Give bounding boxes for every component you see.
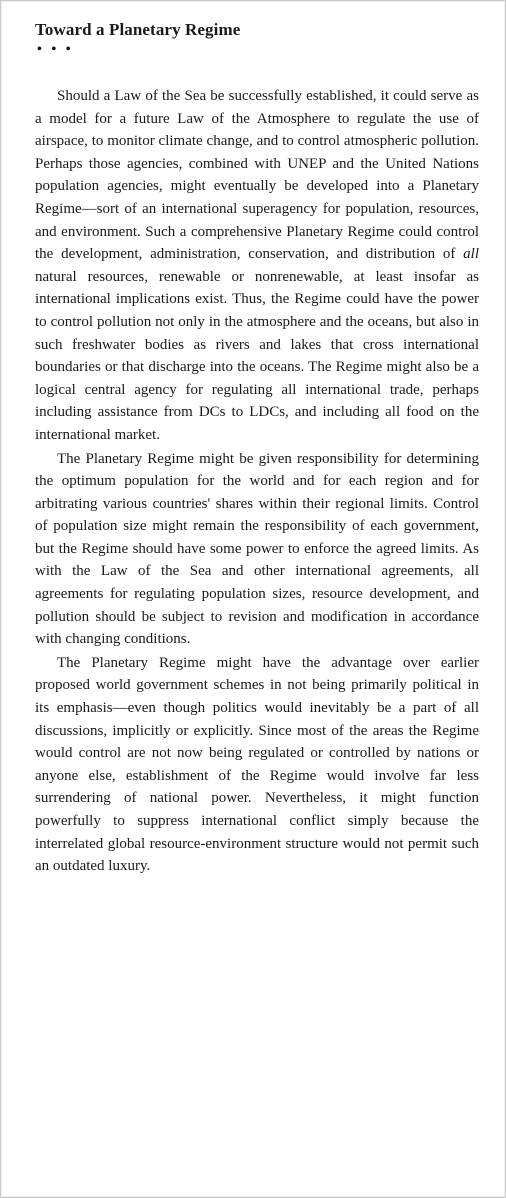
paragraph-2: The Planetary Regime might be given responsibility for determining the optimum population for the world and for each region and for arbitrating various countries' shares within their regional limits. Control of population size might remain the responsibility of each government, but the Regime should have some power to enforce the agreed limits. As with the Law of the Sea and other international agreements, all agreements for regulating population sizes, resource development, and pollution should be subject to revision and modification in accordance with changing conditions. [35, 450, 479, 648]
paragraph-1-text-start: Should a Law of the Sea be successfully established, it could serve as a model for a future Law of the Atmosphere to regulate the use of airspace, to monitor climate change, and to control atmospheric pollution. Perhaps those agencies, combined with UNEP and the United Nations population agencies, might eventually be developed into a Planetary Regime—sort of an international superagency for population, resources, and environment. Such a comprehensive Planetary Regime could control the development, administration, conservation, and distribution of [35, 88, 479, 263]
paragraph-1 [35, 85, 479, 447]
paragraph-1-text-end: natural resources, renewable or nonrenewable, at least insofar as international implications exist. Thus, the Regime could have the power to control pollution not only in the atmosphere and the oceans, but also in such freshwater bodies as rivers and lakes that cross international boundaries or that discharge into the oceans. The Regime might also be a logical central agency for regulating all international trade, perhaps including assistance from DCs to LDCs, and including all food on the international market. [35, 268, 479, 443]
section-heading: Toward a Planetary Regime [35, 20, 241, 39]
ellipsis-separator: • • • [37, 42, 74, 57]
paragraph-3: The Planetary Regime might have the advantage over earlier proposed world government schemes in not being primarily political in its emphasis—even though politics would inevitably be a part of all discussions, implicitly or explicitly. Since most of the areas the Regime would control are not now being regulated or controlled by nations or anyone else, establishment of the Regime would involve far less surrendering of national power. Nevertheless, it might function powerfully to suppress international conflict simply because the interrelated global resource-environment structure would not permit such an outdated luxury. [35, 654, 479, 875]
paragraph-1-emphasis: all [463, 246, 479, 263]
